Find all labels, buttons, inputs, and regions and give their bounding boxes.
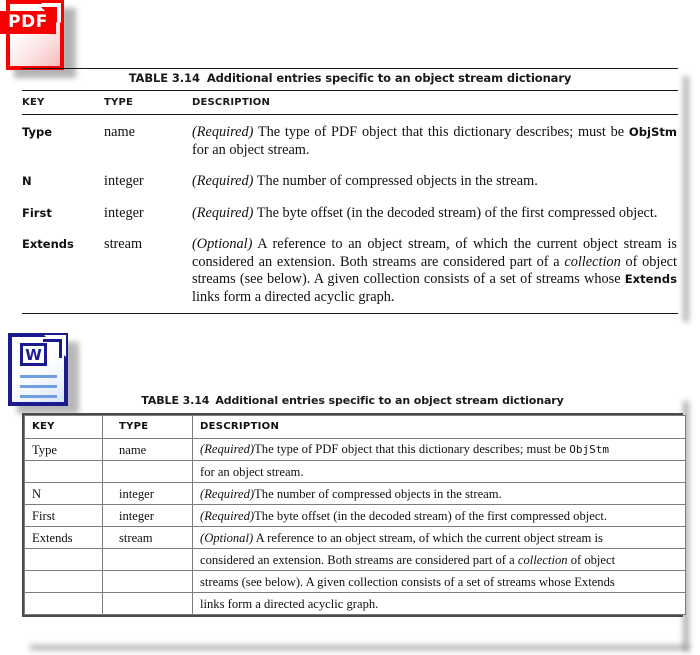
pdf-row-type: stream <box>104 236 143 252</box>
word-icon-line <box>20 375 57 378</box>
table-row <box>25 549 686 571</box>
pdf-file-icon[interactable] <box>6 0 78 78</box>
word-row-type: integer <box>103 483 193 505</box>
word-row-desc-text: A reference to an object stream, of which the current object stream is <box>253 530 603 545</box>
pdf-rendered-table <box>22 68 678 314</box>
word-row-description-line <box>193 527 686 549</box>
word-table-frame <box>22 413 683 617</box>
pdf-col-header-key: KEY <box>22 97 45 108</box>
pdf-table-column-headers <box>22 91 678 114</box>
pdf-row-requirement: (Required) <box>192 173 254 189</box>
pdf-row-type: integer <box>104 173 144 189</box>
pdf-row-desc-a: The type of PDF object that this dictionary describes; must be <box>253 124 629 140</box>
pdf-table-row <box>22 229 678 313</box>
pdf-row-desc-c: links form a directed acyclic graph. <box>192 288 395 305</box>
word-rendered-table <box>22 393 683 617</box>
word-row-type-empty <box>103 461 193 483</box>
word-row-description-line <box>193 483 686 505</box>
word-row-desc-text: The number of compressed objects in the stream. <box>254 486 502 501</box>
word-table-grid <box>24 415 686 615</box>
table-row <box>25 527 686 549</box>
pdf-row-desc-b: for an object stream. <box>192 141 310 158</box>
pdf-table-number: TABLE 3.14 <box>128 71 200 85</box>
word-row-requirement: (Required) <box>200 486 255 501</box>
pdf-row-description <box>192 124 678 159</box>
word-row-requirement: (Required) <box>200 508 255 523</box>
table-row <box>25 439 686 461</box>
table-row <box>25 461 686 483</box>
pdf-row-key: Type <box>22 125 53 139</box>
word-row-key-empty <box>25 549 103 571</box>
word-row-description-line: for an object stream. <box>193 461 686 483</box>
word-row-key-empty <box>25 461 103 483</box>
word-row-type: integer <box>103 505 193 527</box>
pdf-table-row <box>22 166 678 198</box>
word-row-type-empty <box>103 549 193 571</box>
word-table-shadow-bottom <box>30 645 689 650</box>
word-row-key-empty <box>25 593 103 615</box>
pdf-row-key: First <box>22 205 52 220</box>
word-row-emphasis-term: collection <box>517 552 568 567</box>
word-table-caption <box>22 393 683 413</box>
word-row-code-term: ObjStm <box>569 443 609 456</box>
pdf-row-desc-a: The byte offset (in the decoded stream) of the first compressed object. <box>253 204 658 221</box>
table-row <box>25 593 686 615</box>
pdf-row-description <box>192 173 678 191</box>
pdf-table-shadow <box>683 76 689 322</box>
pdf-table-row <box>22 198 678 230</box>
pdf-table-row <box>22 115 678 166</box>
word-row-description-line <box>193 439 686 461</box>
word-row-description-line: streams (see below). A given collection consists of a set of streams whose Extends <box>193 571 686 593</box>
pdf-table-title: Additional entries specific to an object stream dictionary <box>206 71 572 85</box>
pdf-row-code-term: ObjStm <box>628 125 677 139</box>
pdf-col-header-description: DESCRIPTION <box>192 97 271 108</box>
word-row-description-line: links form a directed acyclic graph. <box>193 593 686 615</box>
word-col-header-key: KEY <box>25 416 103 439</box>
word-icon-line <box>20 385 57 388</box>
word-row-desc-text: The type of PDF object that this dictionary describes; must be <box>254 442 570 456</box>
pdf-row-desc-a: A reference to an object stream, of which the current object stream is considered an extension. Both streams are considered part of a <box>192 236 677 270</box>
table-row <box>25 483 686 505</box>
pdf-row-description <box>192 236 678 306</box>
word-row-type: name <box>103 439 193 461</box>
word-row-desc-b: of object <box>567 552 616 567</box>
word-row-type: stream <box>103 527 193 549</box>
table-header-row <box>25 416 686 439</box>
word-row-requirement: (Optional) <box>200 530 254 545</box>
word-row-requirement: (Required) <box>200 442 255 456</box>
pdf-row-requirement: (Optional) <box>192 236 253 252</box>
pdf-icon-label: PDF <box>0 11 56 34</box>
word-row-key: First <box>25 505 103 527</box>
pdf-row-description <box>192 205 678 223</box>
pdf-table-bottom-rule <box>22 313 678 314</box>
word-row-description-line <box>193 549 686 571</box>
pdf-row-requirement: (Required) <box>192 204 254 221</box>
pdf-row-emphasis-term: collection <box>564 253 621 270</box>
pdf-row-type: integer <box>104 204 144 221</box>
pdf-row-type: name <box>104 124 135 140</box>
table-row <box>25 571 686 593</box>
pdf-col-header-type: TYPE <box>104 97 134 108</box>
word-row-key: Extends <box>25 527 103 549</box>
pdf-row-key: N <box>22 174 32 188</box>
pdf-row-code-term: Extends <box>624 272 677 286</box>
word-col-header-description: DESCRIPTION <box>193 416 686 439</box>
word-icon-letter: W <box>20 343 47 366</box>
word-row-type-empty <box>103 571 193 593</box>
word-row-desc-a: considered an extension. Both streams are considered part of a <box>200 552 518 567</box>
word-row-description-line <box>193 505 686 527</box>
pdf-row-requirement: (Required) <box>192 124 254 140</box>
table-row <box>25 505 686 527</box>
pdf-row-key: Extends <box>22 237 74 251</box>
pdf-row-desc-a: The number of compressed objects in the stream. <box>253 173 538 189</box>
word-row-desc-text: The byte offset (in the decoded stream) of the first compressed object. <box>254 508 608 523</box>
word-row-key: N <box>25 483 103 505</box>
word-table-title: Additional entries specific to an object stream dictionary <box>215 394 564 407</box>
word-col-header-type: TYPE <box>103 416 193 439</box>
word-row-type-empty <box>103 593 193 615</box>
word-row-key: Type <box>25 439 103 461</box>
word-row-key-empty <box>25 571 103 593</box>
word-table-number: TABLE 3.14 <box>141 394 210 407</box>
pdf-table-caption <box>22 69 678 90</box>
pdf-row-desc-b: of object streams (see below). A given collection consists of a set of streams whose <box>192 253 678 287</box>
